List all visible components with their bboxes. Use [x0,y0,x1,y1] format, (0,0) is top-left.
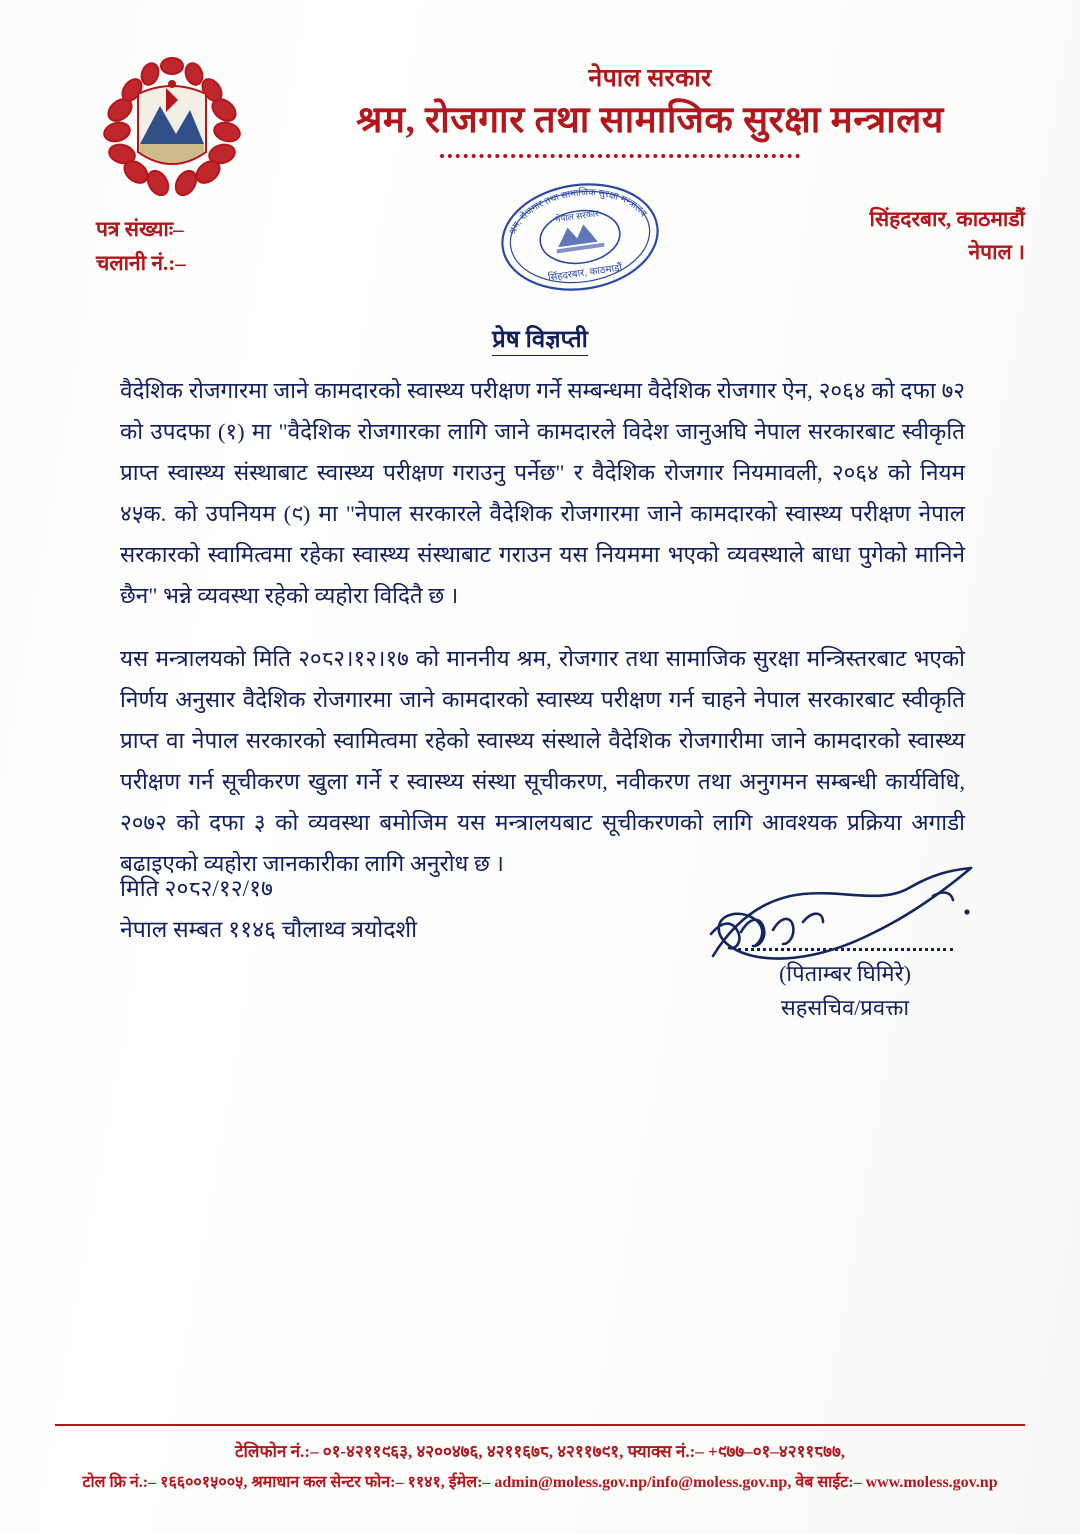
handwritten-signature [695,860,995,970]
date-bs: मिति २०८२/१२/१७ [120,876,273,901]
reference-block [96,212,186,280]
svg-text:श्रम, रोजगार तथा सामाजिक सुरक्: श्रम, रोजगार तथा सामाजिक सुरक्षा मन्त्रालय [507,187,649,237]
ministry-name: श्रम, रोजगार तथा सामाजिक सुरक्षा मन्त्रालय [356,100,944,141]
office-address [870,203,1025,269]
footer-contact [0,1436,1080,1498]
header-dotted-rule [440,154,800,158]
footer-divider [55,1424,1025,1426]
date-block [120,868,417,950]
address-line-2: नेपाल । [968,240,1025,264]
document-subject [0,322,1080,355]
date-nepal-sambat: नेपाल सम्बत ११४६ चौलाथ्व त्रयोदशी [120,917,418,942]
signature-dotted-line [738,948,953,951]
paragraph-1: वैदेशिक रोजगारमा जाने कामदारको स्वास्थ्य परीक्षण गर्ने सम्बन्धमा वैदेशिक रोजगार ऐन, २०६४ को दफा ७२ को उपदफा (१) मा "वैदेशिक रोजगारका लागि जाने कामदारले विदेश जानुअघि नेपाल सरकारबाट स्वीकृति प्राप्त स्वास्थ्य संस्थाबाट स्वास्थ्य परीक्षण गराउनु पर्नेछ" र वैदेशिक रोजगार नियमावली, २०६४ को नियम ४५क. को उपनियम (९) मा "नेपाल सरकारले वैदेशिक रोजगारमा जाने कामदारको स्वास्थ्य परीक्षण नेपाल सरकारको स्वामित्वमा रहेका स्वास्थ्य संस्थाबाट गराउन यस नियममा भएको व्यवस्थाले बाधा पुगेको मानिने छैन" भन्ने व्यवस्था रहेको व्यहोरा विदितै छ । [120,378,965,608]
footer-line-2: टोल फ्रि नं.:– १६६००१५००५, श्रमाधान कल सेन्टर फोन:– ११४१, ईमेल:– admin@moless.gov.np/info@moless.gov.np, वेब साईट:– www.moless.gov.np [82,1474,998,1491]
address-line-1: सिंहदरबार, काठमाडौं [869,207,1025,231]
signatory-designation: सहसचिव/प्रवक्ता [780,995,910,1020]
government-line: नेपाल सरकार [588,65,712,92]
document-body [120,370,965,906]
subject-text: प्रेष विज्ञप्ती [492,327,588,356]
svg-text:सिंहदरबार, काठमाडौं: सिंहदरबार, काठमाडौं [547,262,623,284]
svg-text:नेपाल सरकार: नेपाल सरकार [554,208,600,225]
signatory-name: (पिताम्बर घिमिरे) [779,961,911,986]
signature-block [680,860,1010,1025]
letter-number-label: पत्र संख्याः– [96,217,184,241]
dispatch-number-label: चलानी नं.:– [96,251,186,275]
official-seal-stamp [487,178,673,296]
paragraph-2: यस मन्त्रालयको मिति २०८२।१२।१७ को माननीय श्रम, रोजगार तथा सामाजिक सुरक्षा मन्त्रिस्तरबाट भएको निर्णय अनुसार वैदेशिक रोजगारमा जाने कामदारको स्वास्थ्य परीक्षण गर्न चाहने नेपाल सरकारबाट स्वीकृति प्राप्त वा नेपाल सरकारको स्वामित्वमा रहेको स्वास्थ्य संस्थाले वैदेशिक रोजगारीमा जाने कामदारको स्वास्थ्य परीक्षण गर्न सूचीकरण खुला गर्ने र स्वास्थ्य संस्था सूचीकरण, नवीकरण तथा अनुगमन सम्बन्धी कार्यविधि, २०७२ को दफा ३ को व्यवस्था बमोजिम यस मन्त्रालयबाट सूचीकरणको लागि आवश्यक प्रक्रिया अगाडी बढाइएको व्यहोरा जानकारीका लागि अनुरोध छ । [120,646,965,876]
nepal-emblem-icon [92,48,252,198]
footer-line-1: टेलिफोन नं.:– ०१-४२११९६३, ४२००४७६, ४२११६७८, ४२११७९१, फ्याक्स नं.:– +९७७–०१–४२११८७७, [234,1442,846,1461]
